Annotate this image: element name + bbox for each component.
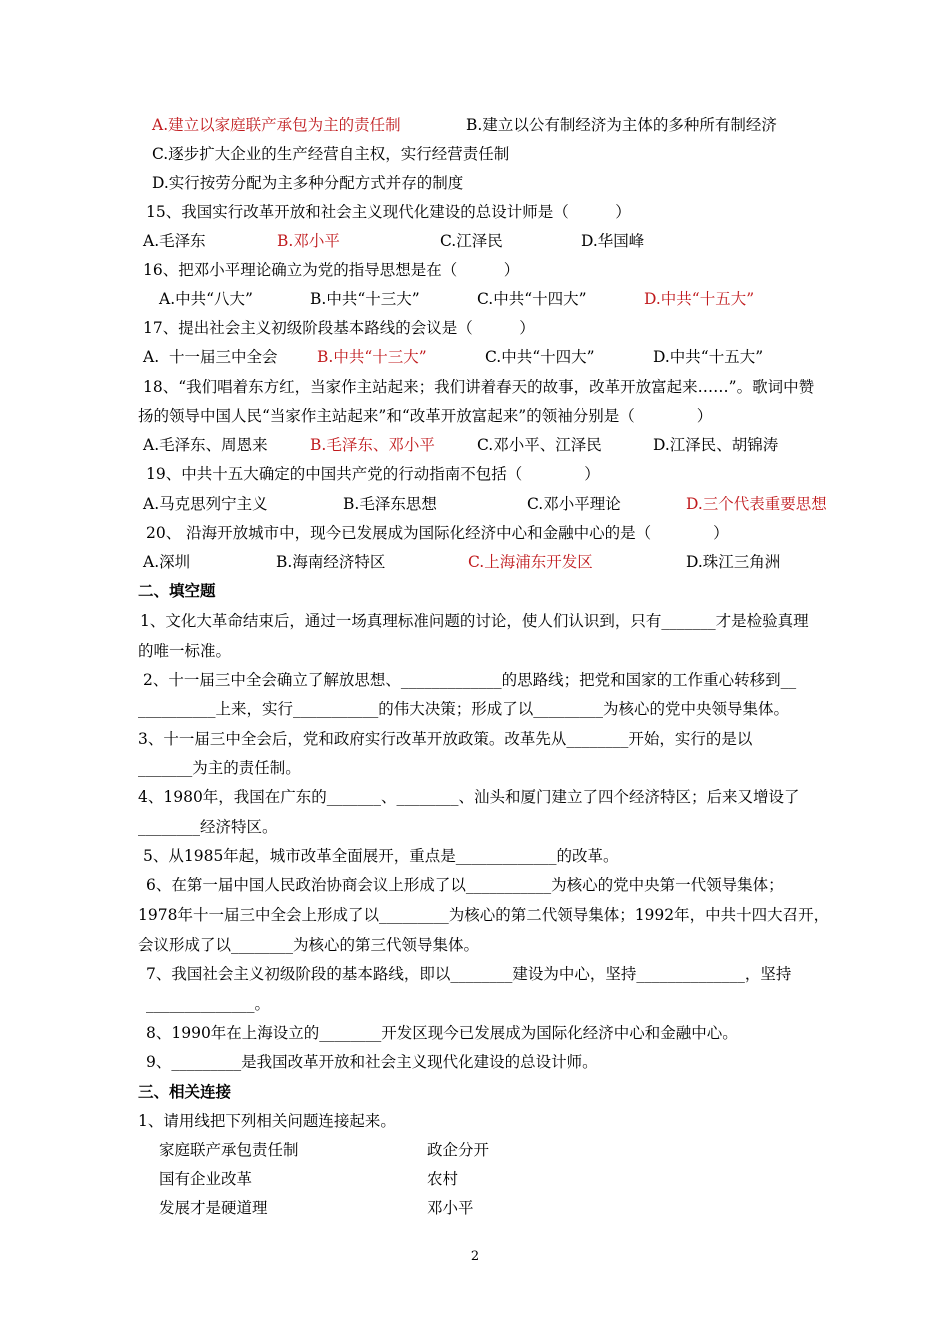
fill-line: _______为主的责任制。 bbox=[138, 759, 301, 777]
page-number: 2 bbox=[470, 1249, 480, 1264]
fill-line: 5、从1985年起，城市改革全面展开，重点是_____________的改革。 bbox=[143, 847, 619, 865]
fill-line: 1、文化大革命结束后，通过一场真理标准问题的讨论，使人们认识到，只有_______才是检验真理 bbox=[140, 612, 809, 630]
q14-option-a: A.建立以家庭联产承包为主的责任制 bbox=[152, 116, 401, 134]
q19-option-a: A.马克思列宁主义 bbox=[143, 495, 268, 513]
fill-line: 的唯一标准。 bbox=[138, 642, 232, 660]
q17-option-d: D.中共“十五大” bbox=[653, 348, 764, 366]
match-right-item: 邓小平 bbox=[427, 1199, 474, 1217]
q18-stem-line1: 18、“我们唱着东方红，当家作主站起来；我们讲着春天的故事，改革开放富起来……”。歌词中赞 bbox=[143, 378, 815, 396]
match-left-item: 家庭联产承包责任制 bbox=[159, 1141, 299, 1159]
q20-option-a: A.深圳 bbox=[143, 553, 191, 571]
q15-option-d: D.华国峰 bbox=[581, 232, 645, 250]
match-right-item: 农村 bbox=[427, 1170, 459, 1188]
q16-option-d: D.中共“十五大” bbox=[644, 290, 755, 308]
fill-line: 会议形成了以________为核心的第三代领导集体。 bbox=[138, 936, 480, 954]
match-left-item: 发展才是硬道理 bbox=[159, 1199, 268, 1217]
q20-stem: 20、 沿海开放城市中，现今已发展成为国际化经济中心和金融中心的是（ ） bbox=[146, 524, 729, 542]
q18-stem-line2: 扬的领导中国人民“当家作主站起来”和“改革开放富起来”的领袖分别是（ ） bbox=[138, 407, 713, 425]
q14-option-c: C.逐步扩大企业的生产经营自主权，实行经营责任制 bbox=[152, 145, 510, 163]
q15-stem: 15、我国实行改革开放和社会主义现代化建设的总设计师是（ ） bbox=[146, 203, 631, 221]
fill-line: 7、我国社会主义初级阶段的基本路线，即以________建设为中心，坚持______________，坚持 bbox=[146, 965, 792, 983]
section3-title: 三、相关连接 bbox=[138, 1083, 232, 1101]
q19-option-d: D.三个代表重要思想 bbox=[686, 495, 827, 513]
q16-option-b: B.中共“十三大” bbox=[310, 290, 420, 308]
fill-line: __________上来，实行___________的伟大决策；形成了以_________为核心的党中央领导集体。 bbox=[138, 700, 790, 718]
section3-instruction: 1、请用线把下列相关问题连接起来。 bbox=[138, 1112, 396, 1130]
q17-stem: 17、提出社会主义初级阶段基本路线的会议是（ ） bbox=[143, 319, 535, 337]
q15-option-c: C.江泽民 bbox=[440, 232, 503, 250]
fill-line: 1978年十一届三中全会上形成了以_________为核心的第二代领导集体；1992年，中共十四大召开， bbox=[138, 906, 830, 924]
q20-option-d: D.珠江三角洲 bbox=[686, 553, 781, 571]
q20-option-b: B.海南经济特区 bbox=[276, 553, 386, 571]
q14-option-d: D.实行按劳分配为主多种分配方式并存的制度 bbox=[152, 174, 464, 192]
q18-option-c: C.邓小平、江泽民 bbox=[477, 436, 602, 454]
q14-option-b: B.建立以公有制经济为主体的多种所有制经济 bbox=[466, 116, 777, 134]
q15-option-b: B.邓小平 bbox=[277, 232, 340, 250]
q17-option-b: B.中共“十三大” bbox=[317, 348, 427, 366]
match-left-item: 国有企业改革 bbox=[159, 1170, 253, 1188]
fill-line: 4、1980年，我国在广东的_______、________、汕头和厦门建立了四个经济特区；后来又增设了 bbox=[138, 788, 800, 806]
fill-line: 2、十一届三中全会确立了解放思想、_____________的思路线；把党和国家的工作重心转移到__ bbox=[143, 671, 797, 689]
q18-option-b: B.毛泽东、邓小平 bbox=[310, 436, 435, 454]
fill-line: 3、十一届三中全会后，党和政府实行改革开放政策。改革先从________开始，实行的是以 bbox=[138, 730, 753, 748]
q17-option-a: A. 十一届三中全会 bbox=[143, 348, 278, 366]
q19-stem: 19、中共十五大确定的中国共产党的行动指南不包括（ ） bbox=[146, 465, 600, 483]
q19-option-b: B.毛泽东思想 bbox=[343, 495, 437, 513]
q16-option-c: C.中共“十四大” bbox=[477, 290, 587, 308]
fill-line: 6、在第一届中国人民政治协商会议上形成了以___________为核心的党中央第一代领导集体； bbox=[146, 876, 784, 894]
fill-line: 9、_________是我国改革开放和社会主义现代化建设的总设计师。 bbox=[146, 1053, 598, 1071]
match-right-item: 政企分开 bbox=[427, 1141, 490, 1159]
q18-option-d: D.江泽民、胡锦涛 bbox=[653, 436, 779, 454]
q16-option-a: A.中共“八大” bbox=[159, 290, 253, 308]
section2-title: 二、填空题 bbox=[138, 582, 216, 600]
fill-line: ______________。 bbox=[146, 995, 271, 1013]
q20-option-c: C.上海浦东开发区 bbox=[468, 553, 593, 571]
q16-stem: 16、把邓小平理论确立为党的指导思想是在（ ） bbox=[143, 261, 520, 279]
fill-line: ________经济特区。 bbox=[138, 818, 278, 836]
q17-option-c: C.中共“十四大” bbox=[485, 348, 595, 366]
fill-line: 8、1990年在上海设立的________开发区现今已发展成为国际化经济中心和金融中心。 bbox=[146, 1024, 738, 1042]
q19-option-c: C.邓小平理论 bbox=[527, 495, 621, 513]
q18-option-a: A.毛泽东、周恩来 bbox=[143, 436, 268, 454]
q15-option-a: A.毛泽东 bbox=[143, 232, 206, 250]
